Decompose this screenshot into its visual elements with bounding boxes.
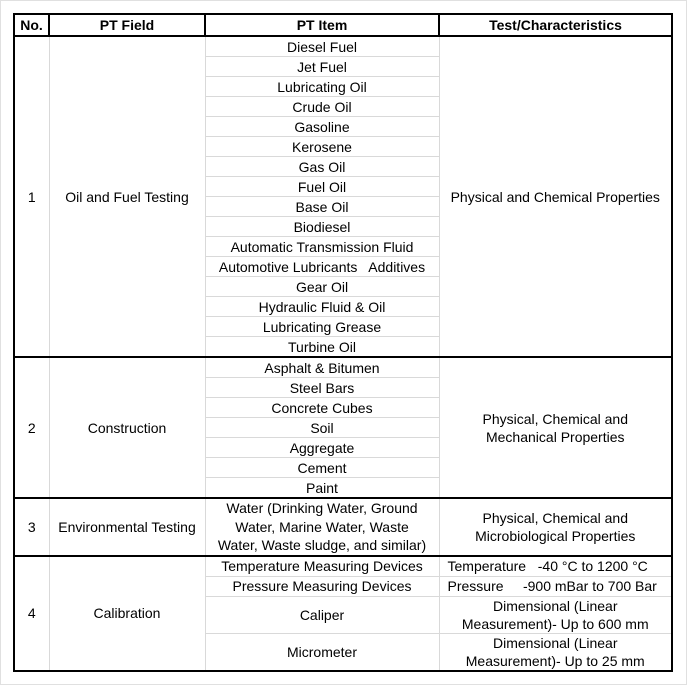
calibration-test-line: Measurement)- Up to 600 mm (461, 615, 649, 632)
pt-item: Gas Oil (205, 157, 439, 177)
pt-item: Jet Fuel (205, 57, 439, 77)
pt-item: Concrete Cubes (205, 398, 439, 418)
table-row (14, 556, 672, 577)
header-no: No. (14, 14, 49, 36)
pt-table (13, 13, 673, 672)
pt-item: Soil (205, 418, 439, 438)
calibration-test-line: Measurement)- Up to 25 mm (465, 652, 645, 669)
section-test-line: Microbiological Properties (475, 527, 636, 544)
calibration-test-line: Dimensional (Linear (492, 634, 618, 651)
pt-item: Gear Oil (205, 277, 439, 297)
calibration-test (439, 596, 672, 633)
pt-item: Fuel Oil (205, 177, 439, 197)
pt-item: Aggregate (205, 438, 439, 458)
section-number: 2 (14, 357, 49, 498)
section-test-line: Physical, Chemical and (482, 509, 628, 526)
pt-item: Hydraulic Fluid & Oil (205, 297, 439, 317)
pt-item: Caliper (205, 596, 439, 633)
header-pt-field: PT Field (49, 14, 205, 36)
pt-item-line: Water (Drinking Water, Ground (226, 500, 418, 516)
pt-item: Asphalt & Bitumen (205, 357, 439, 378)
calibration-test-line: Dimensional (Linear (492, 597, 618, 614)
pt-item: Crude Oil (205, 97, 439, 117)
pt-item: Steel Bars (205, 378, 439, 398)
section-test-line: Physical, Chemical and (482, 410, 628, 427)
header-test-characteristics: Test/Characteristics (439, 14, 672, 36)
pt-item: Gasoline (205, 117, 439, 137)
section-test (439, 357, 672, 498)
pt-item: Biodiesel (205, 217, 439, 237)
calibration-test: Temperature -40 °C to 1200 °C (439, 556, 672, 577)
section-test (439, 498, 672, 556)
section-test-line: Mechanical Properties (485, 428, 625, 445)
pt-item: Temperature Measuring Devices (205, 556, 439, 577)
pt-item: Paint (205, 478, 439, 499)
pt-item-line: Water, Waste sludge, and similar) (217, 537, 427, 553)
section-number: 4 (14, 556, 49, 671)
section-test: Physical and Chemical Properties (439, 36, 672, 357)
pt-item: Kerosene (205, 137, 439, 157)
pt-item: Diesel Fuel (205, 36, 439, 57)
pt-item: Pressure Measuring Devices (205, 576, 439, 596)
table-row (14, 36, 672, 57)
section-field: Oil and Fuel Testing (49, 36, 205, 357)
pt-item: Lubricating Oil (205, 77, 439, 97)
header-pt-item: PT Item (205, 14, 439, 36)
pt-item-line: Water, Marine Water, Waste (235, 518, 409, 535)
section-number: 1 (14, 36, 49, 357)
calibration-test: Pressure -900 mBar to 700 Bar (439, 576, 672, 596)
pt-item: Automatic Transmission Fluid (205, 237, 439, 257)
pt-item: Micrometer (205, 633, 439, 671)
pt-item: Turbine Oil (205, 337, 439, 358)
pt-item: Lubricating Grease (205, 317, 439, 337)
section-number: 3 (14, 498, 49, 556)
section-field: Construction (49, 357, 205, 498)
section-field: Calibration (49, 556, 205, 671)
header-row (14, 14, 672, 36)
pt-item: Automotive Lubricants Additives (205, 257, 439, 277)
calibration-test (439, 633, 672, 671)
table-row (14, 498, 672, 556)
pt-item: Cement (205, 458, 439, 478)
table-row (14, 357, 672, 378)
pt-item (205, 498, 439, 556)
section-field: Environmental Testing (49, 498, 205, 556)
pt-item: Base Oil (205, 197, 439, 217)
